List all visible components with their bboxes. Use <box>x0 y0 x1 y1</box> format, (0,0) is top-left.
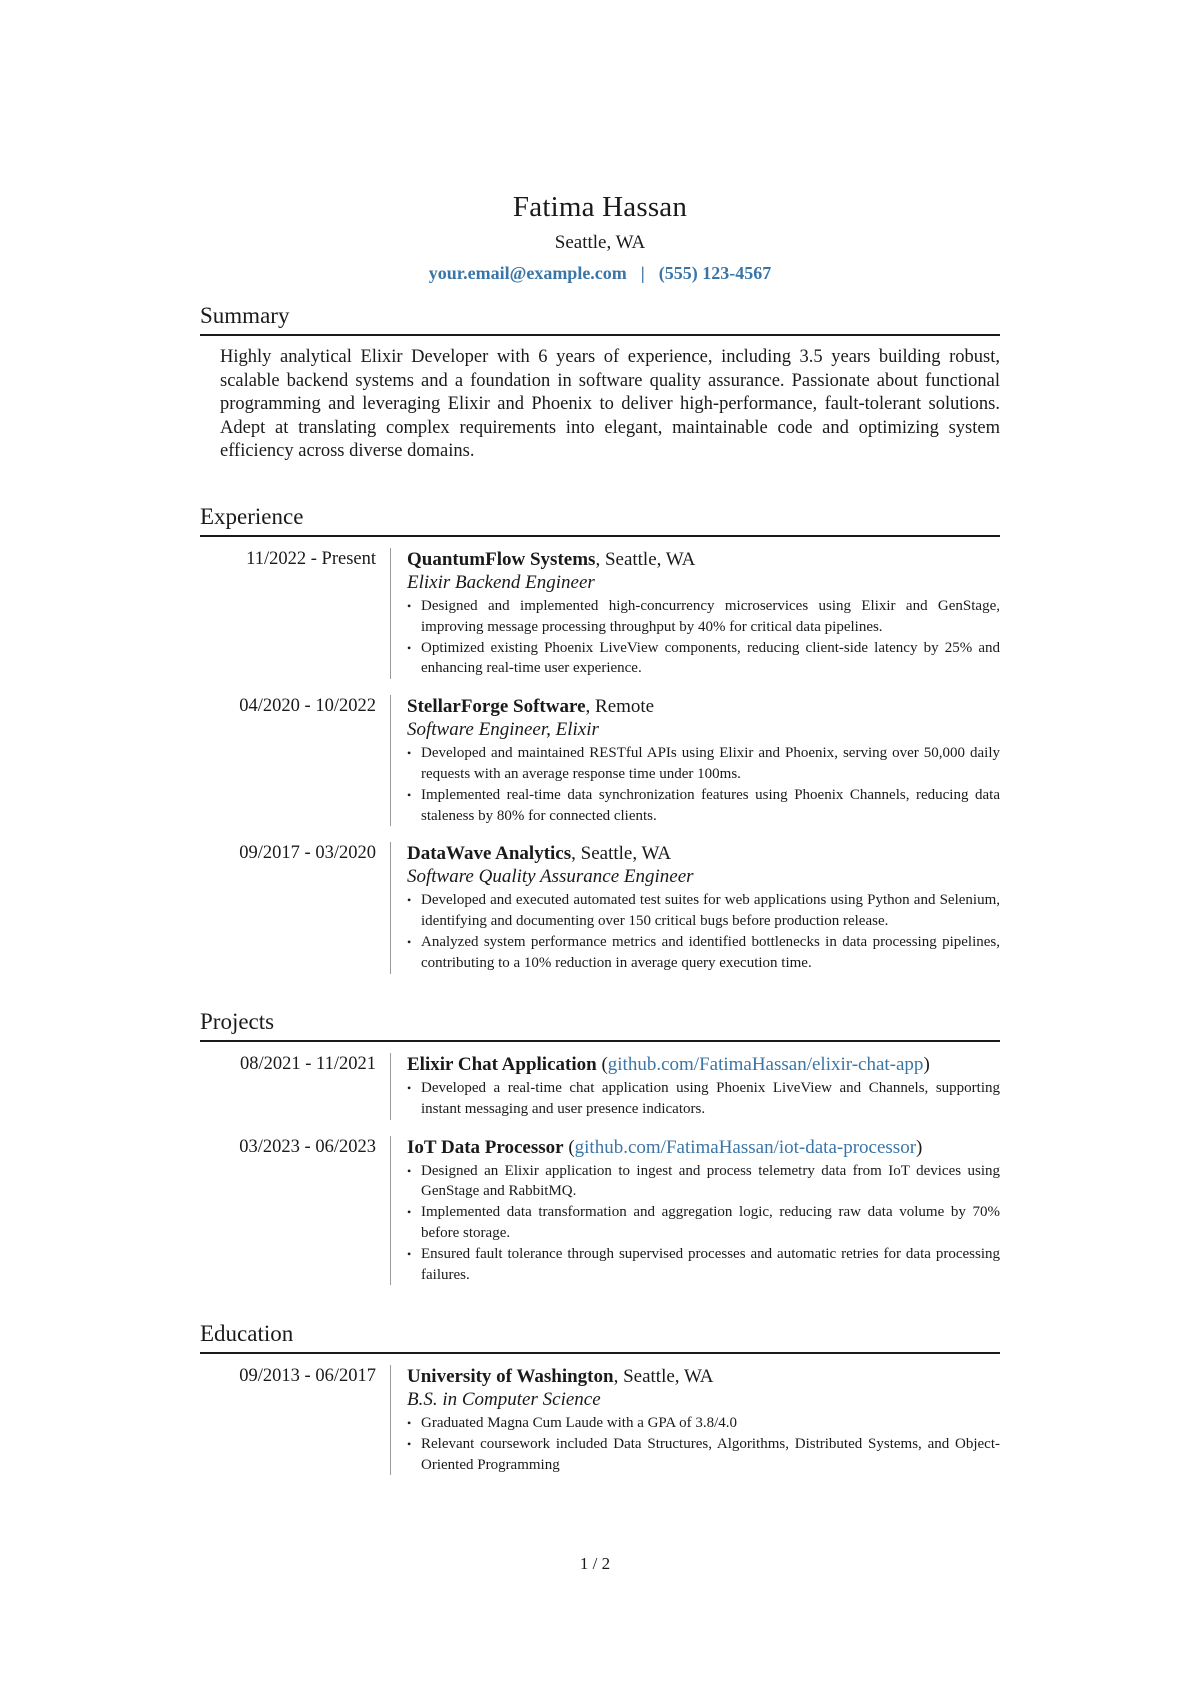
bullet-list <box>407 1413 1000 1475</box>
education-entry <box>200 1365 1000 1475</box>
project-name: IoT Data Processor <box>407 1136 564 1158</box>
bullet-item: • Developed and maintained RESTful APIs using Elixir and Phoenix, serving over 50,000 daily requests with an average response time under 100ms. <box>407 743 1000 785</box>
project-link[interactable]: github.com/FatimaHassan/iot-data-processor <box>574 1136 917 1158</box>
bullet-list <box>407 596 1000 679</box>
company-location: , Seattle, WA <box>571 843 672 865</box>
project-link[interactable]: github.com/FatimaHassan/elixir-chat-app <box>607 1054 924 1075</box>
entry-date: 09/2013 - 06/2017 <box>239 1366 376 1386</box>
project-entry <box>200 1053 1000 1120</box>
bullet-item: • Designed an Elixir application to ingest and process telemetry data from IoT devices using GenStage and RabbitMQ. <box>407 1161 1000 1203</box>
bullet-item: • Implemented real-time data synchronization features using Phoenix Channels, reducing data staleness by 80% for connected clients. <box>407 785 1000 827</box>
bullet-item: • Ensured fault tolerance through supervised processes and automatic retries for data processing failures. <box>407 1244 1000 1286</box>
page-number: 1 / 2 <box>579 1554 611 1573</box>
bullet-item: • Graduated Magna Cum Laude with a GPA of 3.8/4.0 <box>407 1413 1000 1434</box>
email-link[interactable]: your.email@example.com <box>428 263 627 283</box>
entry-body <box>390 1053 1000 1120</box>
contact-separator: | <box>640 263 645 283</box>
entry-body <box>390 1365 1000 1475</box>
entry-date: 09/2017 - 03/2020 <box>239 843 376 864</box>
projects-section <box>200 1008 1000 1285</box>
bullet-item: • Analyzed system performance metrics and identified bottlenecks in data processing pipelines, contributing to a 10% reduction in average query execution time. <box>407 932 1000 974</box>
experience-entry <box>200 548 1000 679</box>
paren-open: ( <box>596 1054 608 1075</box>
entry-heading <box>407 1365 1000 1388</box>
bullet-item: • Implemented data transformation and aggregation logic, reducing raw data volume by 70% before storage. <box>407 1202 1000 1244</box>
job-title: Elixir Backend Engineer <box>407 572 595 593</box>
entry-date: 08/2021 - 11/2021 <box>239 1054 376 1074</box>
project-name: Elixir Chat Application <box>407 1054 597 1075</box>
paren-open: ( <box>563 1136 575 1158</box>
bullet-item: • Relevant coursework included Data Structures, Algorithms, Distributed Systems, and Object-Oriented Programming <box>407 1434 1000 1476</box>
entry-body <box>390 548 1000 679</box>
education-heading: Education <box>200 1320 1000 1354</box>
entry-date: 04/2020 - 10/2022 <box>239 696 376 717</box>
entry-heading <box>407 1136 1000 1159</box>
summary-section <box>200 302 1000 464</box>
company-name: QuantumFlow Systems <box>407 549 596 570</box>
company-name: DataWave Analytics <box>407 843 572 865</box>
entry-heading <box>407 1053 1000 1076</box>
school-location: , Seattle, WA <box>613 1366 714 1387</box>
company-name: StellarForge Software <box>407 696 586 718</box>
entry-body <box>390 842 1000 973</box>
degree: B.S. in Computer Science <box>407 1389 601 1410</box>
summary-heading: Summary <box>200 302 1000 336</box>
experience-heading: Experience <box>200 503 1000 537</box>
contact-line <box>200 260 1000 286</box>
candidate-name: Fatima Hassan <box>512 191 688 223</box>
project-entry <box>200 1136 1000 1286</box>
education-section <box>200 1320 1000 1475</box>
experience-entry <box>200 695 1000 826</box>
entry-date: 03/2023 - 06/2023 <box>239 1136 376 1157</box>
entry-heading <box>407 695 1000 718</box>
bullet-item: • Developed and executed automated test suites for web applications using Python and Selenium, identifying and documenting over 150 critical bugs before production release. <box>407 890 1000 932</box>
entry-date: 11/2022 - Present <box>246 549 376 569</box>
experience-entry <box>200 842 1000 973</box>
phone-link[interactable]: (555) 123-4567 <box>658 263 772 283</box>
bullet-item: • Developed a real-time chat application using Phoenix LiveView and Channels, supporting instant messaging and user presence indicators. <box>407 1078 1000 1120</box>
bullet-list <box>407 743 1000 826</box>
entry-heading <box>407 842 1000 865</box>
bullet-item: • Optimized existing Phoenix LiveView components, reducing client-side latency by 25% and enhancing real-time user experience. <box>407 638 1000 680</box>
summary-text: Highly analytical Elixir Developer with 6 years of experience, including 3.5 years building robust, scalable backend systems and a foundation in software quality assurance. Passionate about functional programming and leveraging Elixir and Phoenix to deliver high-performance, fault-tolerant solutions. Adept at translating complex requirements into elegant, maintainable code and optimizing system efficiency across diverse domains. <box>220 347 1000 461</box>
entry-body <box>390 1136 1000 1286</box>
paren-close: ) <box>923 1054 930 1075</box>
job-title: Software Engineer, Elixir <box>407 719 599 741</box>
entry-body <box>390 695 1000 826</box>
bullet-list <box>407 890 1000 973</box>
paren-close: ) <box>916 1136 923 1158</box>
projects-heading: Projects <box>200 1008 1000 1042</box>
job-title: Software Quality Assurance Engineer <box>407 866 694 888</box>
company-location: , Seattle, WA <box>595 549 696 570</box>
resume-header <box>200 188 1000 286</box>
bullet-item: • Designed and implemented high-concurrency microservices using Elixir and GenStage, improving message processing throughput by 40% for critical data pipelines. <box>407 596 1000 638</box>
entry-heading <box>407 548 1000 571</box>
company-location: , Remote <box>585 696 655 718</box>
bullet-list <box>407 1078 1000 1120</box>
experience-section <box>200 503 1000 974</box>
candidate-location: Seattle, WA <box>554 232 646 253</box>
school-name: University of Washington <box>407 1366 614 1387</box>
bullet-list <box>407 1161 1000 1286</box>
